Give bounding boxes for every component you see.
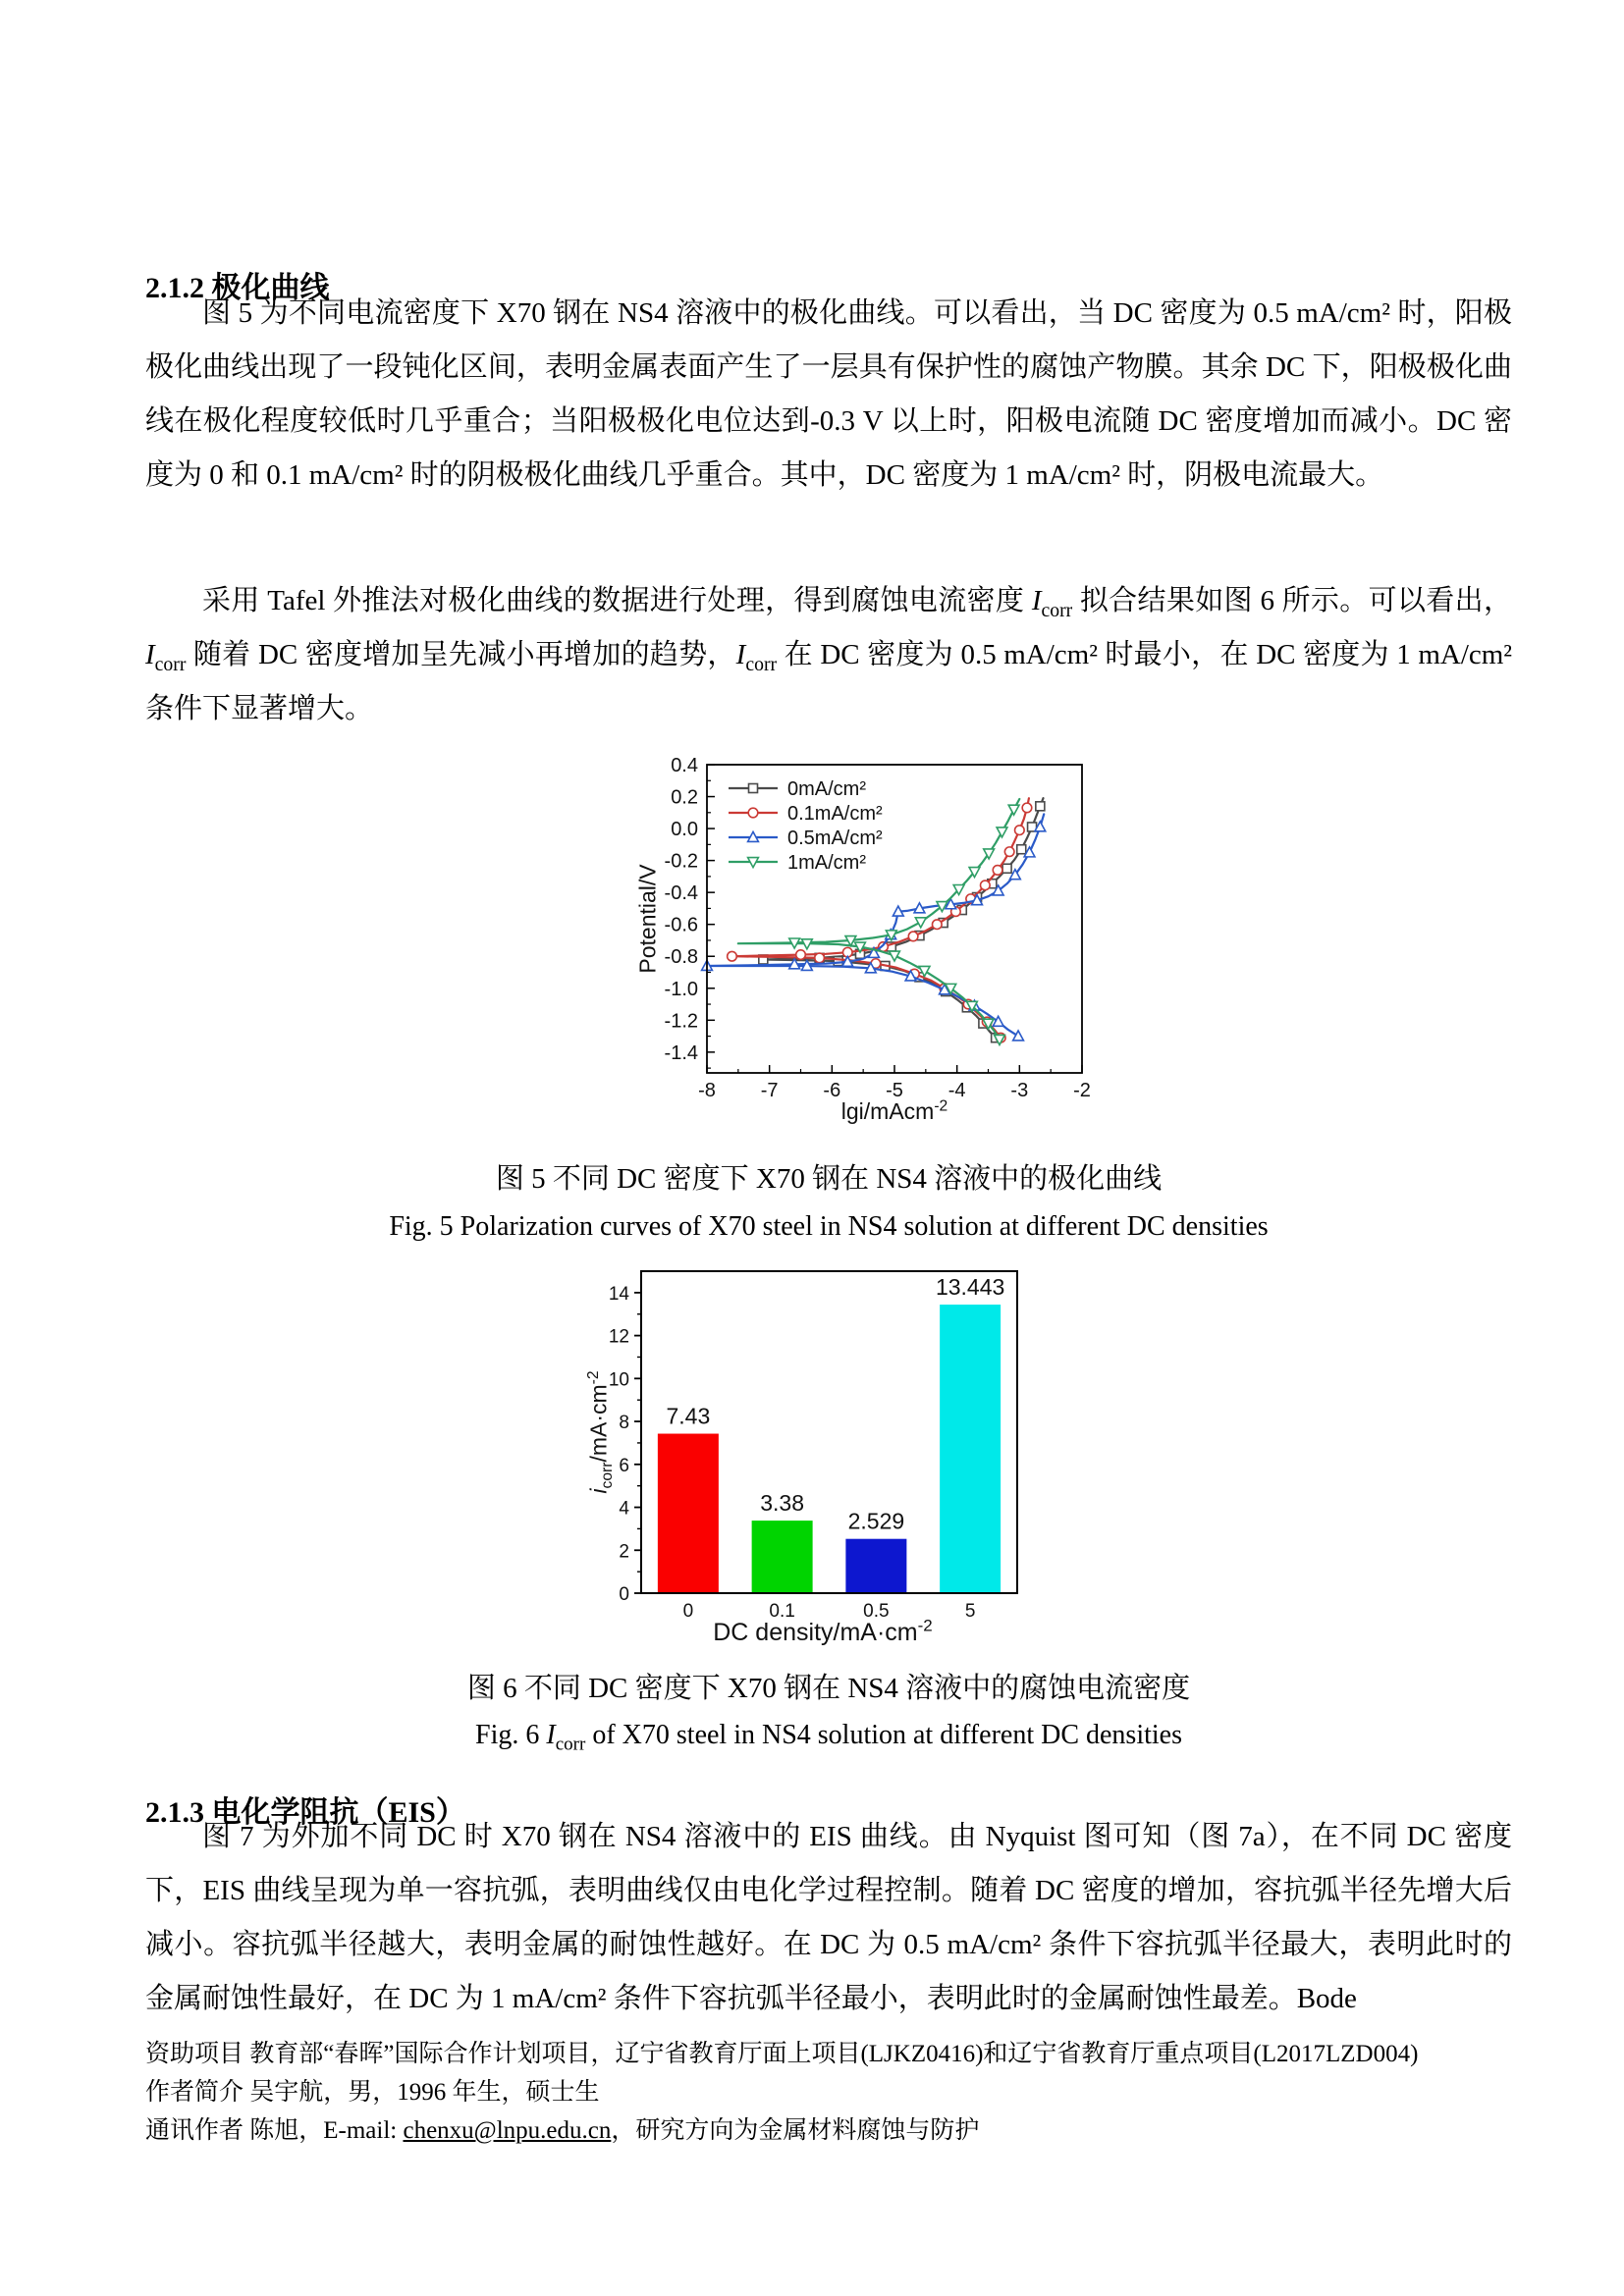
svg-text:-7: -7 [760,1080,779,1101]
fig6-y-axis-title: $i_{corr}/mA\cdot cm^{-2}$ [584,1370,617,1494]
svg-text:0mA/cm²: 0mA/cm² [787,778,866,800]
svg-text:7.43: 7.43 [666,1403,711,1429]
email-link[interactable]: chenxu@lnpu.edu.cn [403,2117,612,2144]
svg-text:12: 12 [608,1326,629,1348]
svg-text:-0.2: -0.2 [664,850,698,873]
corresponding-author-prefix: 通讯作者 陈旭，E-mail: [145,2117,404,2144]
svg-text:2: 2 [619,1541,629,1563]
svg-text:-0.6: -0.6 [664,914,698,936]
svg-text:0.4: 0.4 [671,755,698,776]
figure5-polarization-chart [609,743,1144,1136]
svg-text:-3: -3 [1010,1080,1029,1101]
svg-text:13.443: 13.443 [935,1274,1005,1301]
fig5-x-axis-title: lgi/mAcm$^{-2}$ [840,1097,948,1124]
svg-text:0.0: 0.0 [671,819,698,841]
svg-text:8: 8 [619,1413,629,1434]
fig6-caption-zh: 图 6 不同 DC 密度下 X70 钢在 NS4 溶液中的腐蚀电流密度 [466,1673,1191,1704]
fig6-x-axis-title: DC density/$mA\cdot cm^{-2}$ [713,1616,933,1646]
polarization-chart-svg [609,743,1144,1136]
paragraph-eis: 图 7 为外加不同 DC 时 X70 钢在 NS4 溶液中的 EIS 曲线。由 Nyquist 图可知（图 7a），在不同 DC 密度下，EIS 曲线呈现为单一容抗弧，表明曲线仅由电化学过程控制。随着 DC 密度的增加，容抗弧半径先增大后减小。容抗弧半径越大，表明金属的耐蚀性越好。在 DC 为 0.5 mA/cm² 条件下容抗弧半径最大，表明此时的金属耐蚀性最好，在 DC 为 1 mA/cm² 条件下容抗弧半径最小，表明此时的金属耐蚀性最差。Bode [145,1821,1512,2014]
svg-text:0: 0 [619,1584,629,1605]
fig6-caption-en: Fig. 6 $I_{corr}$ of X70 steel in NS4 solution at different DC densities [475,1720,1182,1755]
fig5-caption-zh: 图 5 不同 DC 密度下 X70 钢在 NS4 溶液中的极化曲线 [495,1163,1163,1195]
funding-note: 资助项目 教育部“春晖”国际合作计划项目，辽宁省教育厅面上项目(LJKZ0416)和辽宁省教育厅重点项目(L2017LZD004) [145,2041,1419,2067]
svg-text:14: 14 [608,1283,629,1305]
svg-text:-6: -6 [823,1080,841,1101]
svg-text:6: 6 [619,1455,629,1476]
svg-text:-1.2: -1.2 [664,1010,698,1033]
svg-text:-5: -5 [886,1080,903,1101]
paragraph-polarization: 图 5 为不同电流密度下 X70 钢在 NS4 溶液中的极化曲线。可以看出，当 DC 密度为 0.5 mA/cm² 时，阳极极化曲线出现了一段钝化区间，表明金属表面产生了一层具有保护性的腐蚀产物膜。其余 DC 下，阳极极化曲线在极化程度较低时几乎重合；当阳极极化电位达到-0.3 V 以上时，阳极电流随 DC 密度增加而减小。DC 密度为 0 和 0.1 mA/cm² 时的阴极极化曲线几乎重合。其中，DC 密度为 1 mA/cm² 时，阴极电流最大。 [145,297,1512,491]
svg-text:2.529: 2.529 [847,1508,905,1534]
corresponding-author-suffix: ，研究方向为金属材料腐蚀与防护 [611,2117,980,2144]
svg-text:-1.0: -1.0 [664,978,698,1000]
section-heading-2-1-3: 2.1.3 电化学阻抗（EIS） [145,1795,465,1829]
svg-text:-1.4: -1.4 [664,1041,698,1064]
svg-text:-4: -4 [947,1080,966,1101]
corresponding-author-note [145,2111,1512,2150]
svg-text:0.5: 0.5 [863,1601,890,1622]
svg-text:-0.8: -0.8 [664,946,698,969]
svg-text:-2: -2 [1073,1080,1091,1101]
svg-text:0.5mA/cm²: 0.5mA/cm² [787,828,883,849]
svg-text:10: 10 [608,1369,629,1391]
svg-text:0: 0 [682,1601,694,1622]
icorr-bar-chart-svg [582,1259,1034,1652]
section-heading-2-1-2: 2.1.2 极化曲线 [145,271,330,304]
figure6-icorr-bar-chart [582,1259,1034,1652]
fig5-y-axis-title: Potential/V [634,864,661,974]
svg-text:-0.4: -0.4 [664,882,698,905]
paragraph-tafel: 采用 Tafel 外推法对极化曲线的数据进行处理，得到腐蚀电流密度 $I_{corr}$ 拟合结果如图 6 所示。可以看出，$I_{corr}$ 随着 DC 密度增加呈先减小再增加的趋势，$I_{corr}$ 在 DC 密度为 0.5 mA/cm² 时最小，在 DC 密度为 1 mA/cm² 条件下显著增大。 [145,585,1512,724]
svg-text:0.1: 0.1 [769,1601,795,1622]
svg-text:3.38: 3.38 [760,1490,805,1517]
svg-text:4: 4 [619,1498,629,1520]
svg-text:0.2: 0.2 [671,786,698,809]
footer-notes [145,2035,1512,2150]
svg-text:1mA/cm²: 1mA/cm² [787,852,866,874]
author-bio-note: 作者简介 吴宇航，男，1996 年生，硕士生 [145,2079,600,2106]
svg-text:-8: -8 [698,1080,716,1101]
svg-text:0.1mA/cm²: 0.1mA/cm² [787,803,883,825]
svg-text:5: 5 [964,1601,976,1622]
fig5-caption-en: Fig. 5 Polarization curves of X70 steel in NS4 solution at different DC densities [389,1211,1269,1242]
